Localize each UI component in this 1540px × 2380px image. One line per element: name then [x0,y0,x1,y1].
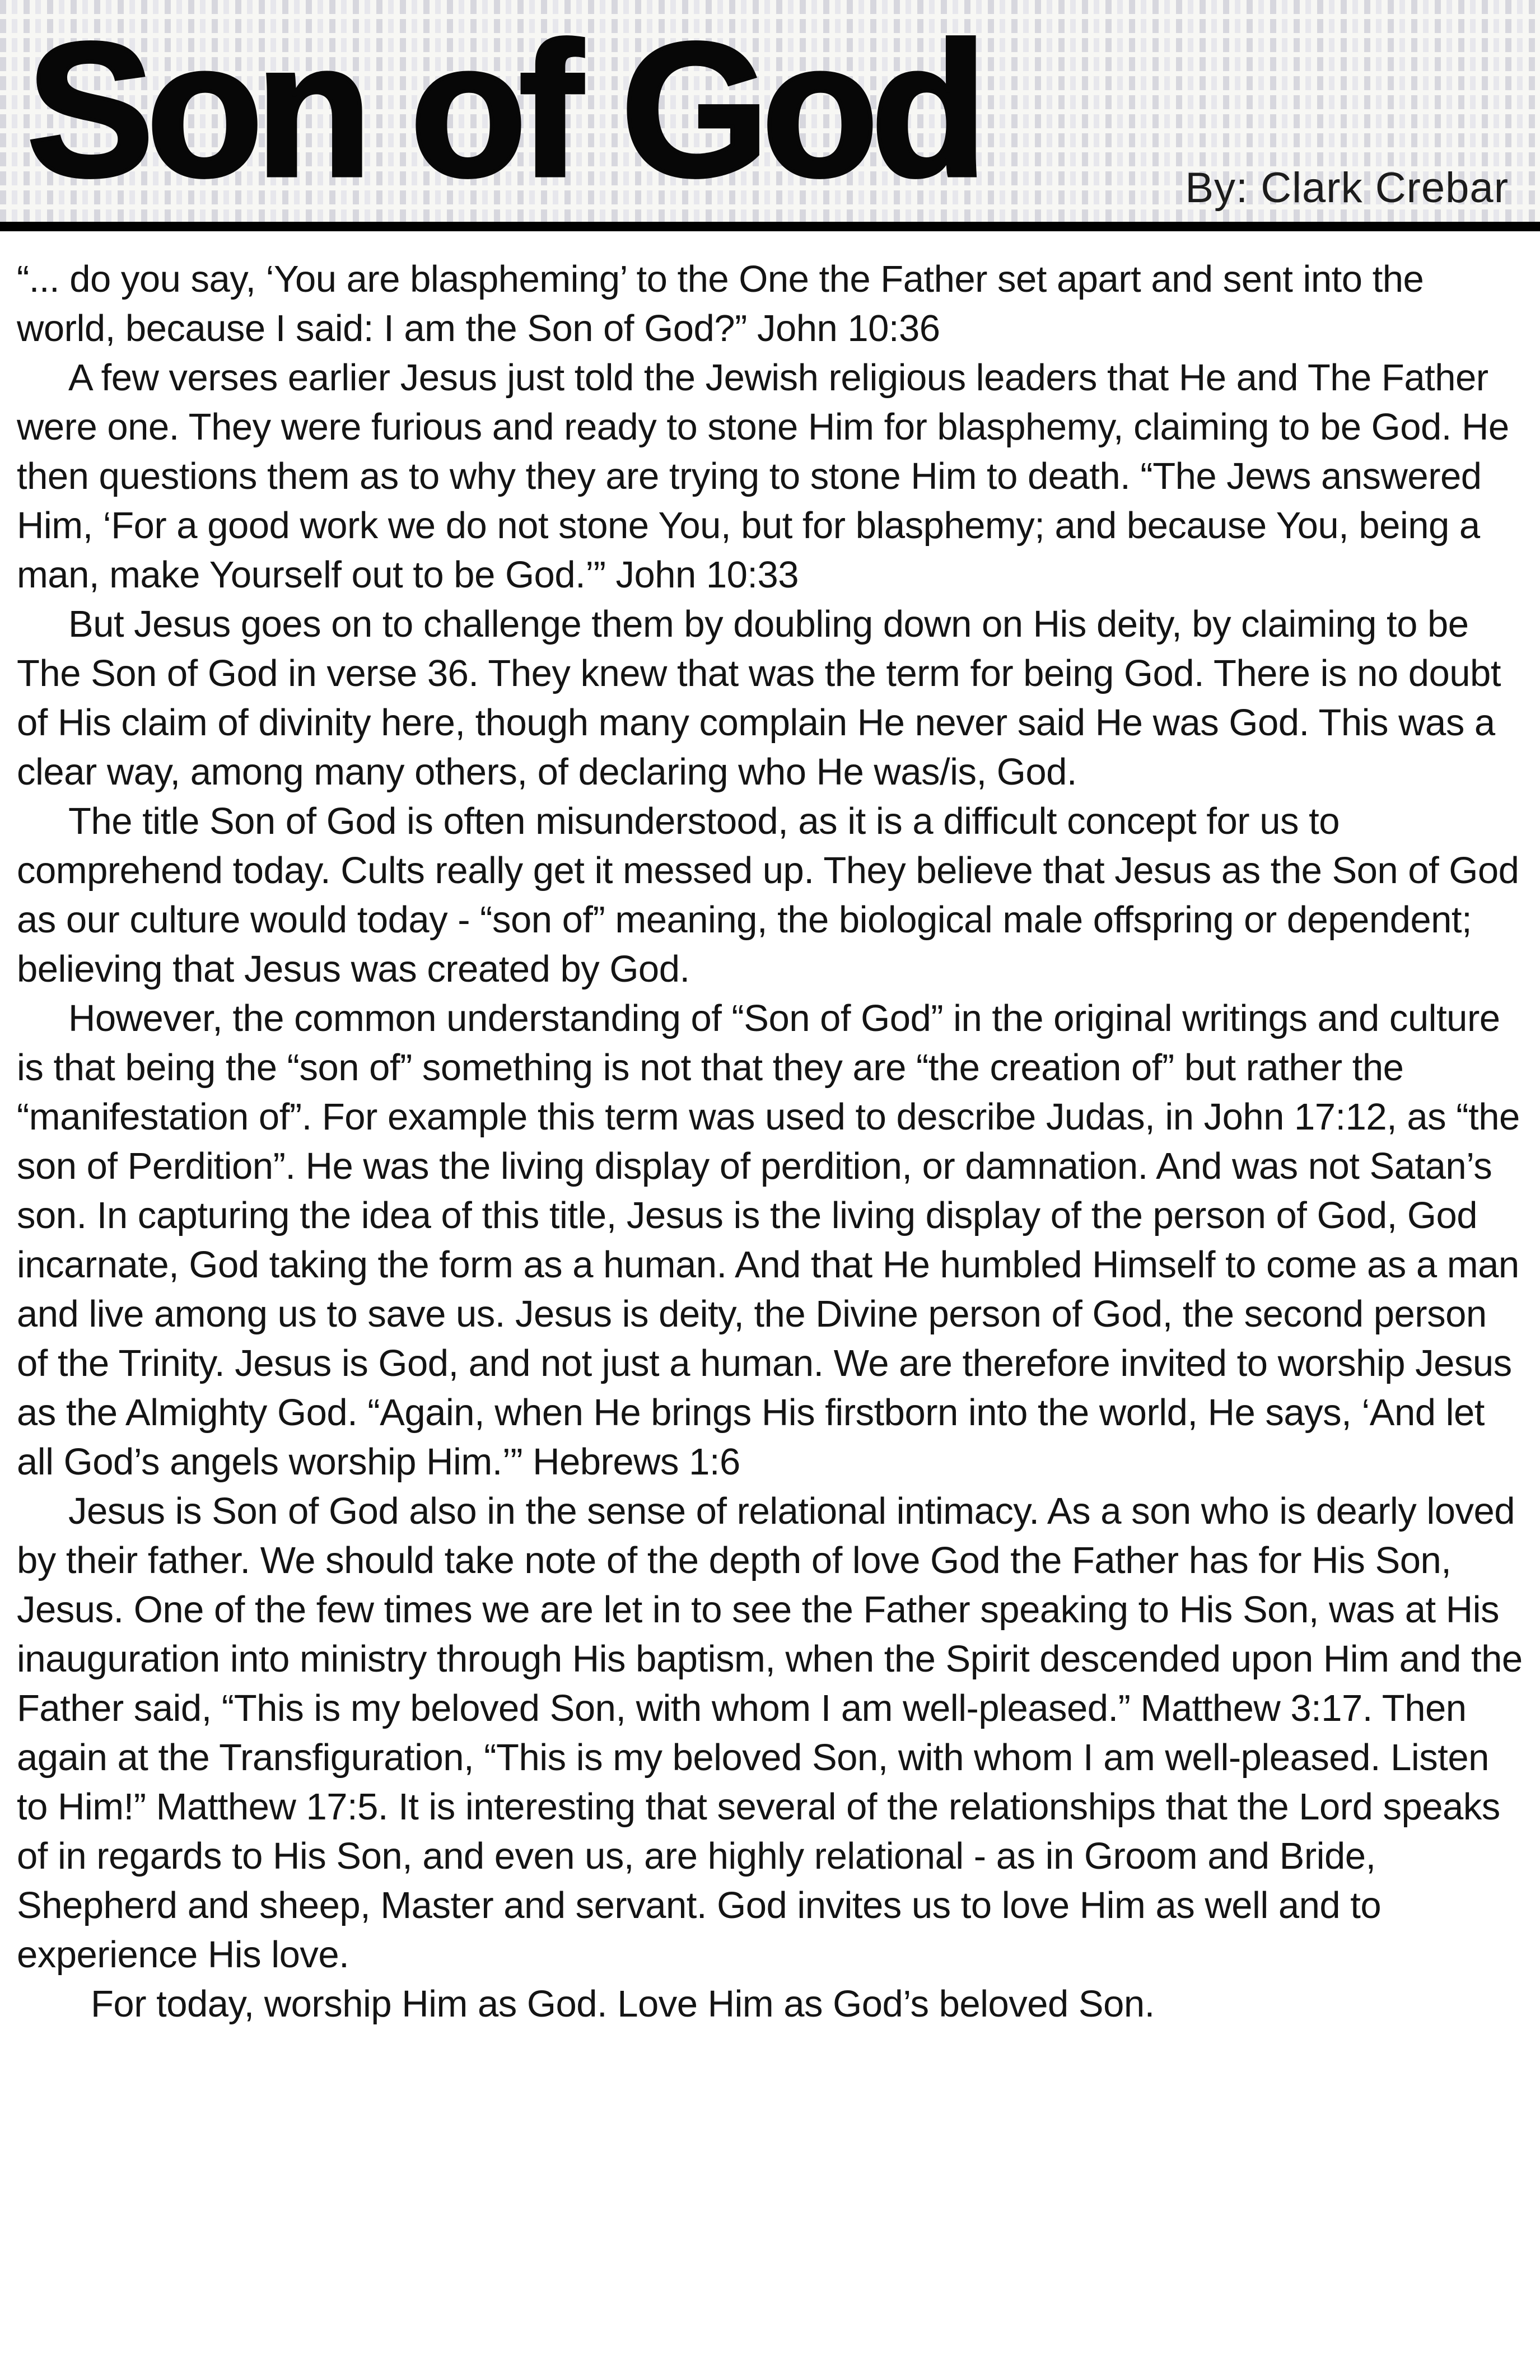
paragraph-misunderstood: The title Son of God is often misunderstood, as it is a difficult concept for us to comprehend today. Cults really get it messed up. They believe that Jesus as the Son of God as our culture would today - “son of” meaning, the biological male offspring or dependent; believing that Jesus was created by God. [17,800,1519,990]
byline: By: Clark Crebar [1185,164,1509,212]
article-body [0,231,1540,2029]
separator-rule [0,222,1540,231]
paragraph-challenge: But Jesus goes on to challenge them by doubling down on His deity, by claiming to be The Son of God in verse 36. They knew that was the term for being God. There is no doubt of His claim of divinity here, though many complain He never said He was God. This was a clear way, among many others, of declaring who He was/is, God. [17,603,1501,793]
paragraph-meaning: However, the common understanding of “Son of God” in the original writings and culture is that being the “son of” something is not that they are “the creation of” but rather the “manifestation of”. For example this term was used to describe Judas, in John 17:12, as “the son of Perdition”. He was the living display of perdition, or damnation. And was not Satan’s son. In capturing the idea of this title, Jesus is the living display of the person of God, God incarnate, God taking the form as a human. And that He humbled Himself to come as a man and live among us to save us. Jesus is deity, the Divine person of God, the second person of the Trinity. Jesus is God, and not just a human. We are therefore invited to worship Jesus as the Almighty God. “Again, when He brings His firstborn into the world, He says, ‘And let all God’s angels worship Him.’” Hebrews 1:6 [17,997,1520,1483]
masthead [0,0,1540,222]
paragraph-context: A few verses earlier Jesus just told the Jewish religious leaders that He and The Father were one. They were furious and ready to stone Him for blasphemy, claiming to be God. He then questions them as to why they are trying to stone Him to death. “The Jews answered Him, ‘For a good work we do not stone You, but for blasphemy; and because You, being a man, make Yourself out to be God.’” John 10:33 [17,357,1509,596]
paragraph-scripture-quote: “... do you say, ‘You are blaspheming’ to the One the Father set apart and sent into the world, because I said: I am the Son of God?” John 10:36 [17,258,1424,349]
paragraph-closing: For today, worship Him as God. Love Him as God’s beloved Son. [91,1983,1155,2025]
paragraph-relational: Jesus is Son of God also in the sense of relational intimacy. As a son who is dearly loved by their father. We should take note of the depth of love God the Father has for His Son, Jesus. One of the few times we are let in to see the Father speaking to His Son, was at His inauguration into ministry through His baptism, when the Spirit descended upon Him and the Father said, “This is my beloved Son, with whom I am well-pleased.” Matthew 3:17. Then again at the Transfiguration, “This is my beloved Son, with whom I am well-pleased. Listen to Him!” Matthew 17:5. It is interesting that several of the relationships that the Lord speaks of in regards to His Son, and even us, are highly relational - as in Groom and Bride, Shepherd and sheep, Master and servant. God invites us to love Him as well and to experience His love. [17,1490,1523,1976]
page-title: Son of God [27,3,980,216]
